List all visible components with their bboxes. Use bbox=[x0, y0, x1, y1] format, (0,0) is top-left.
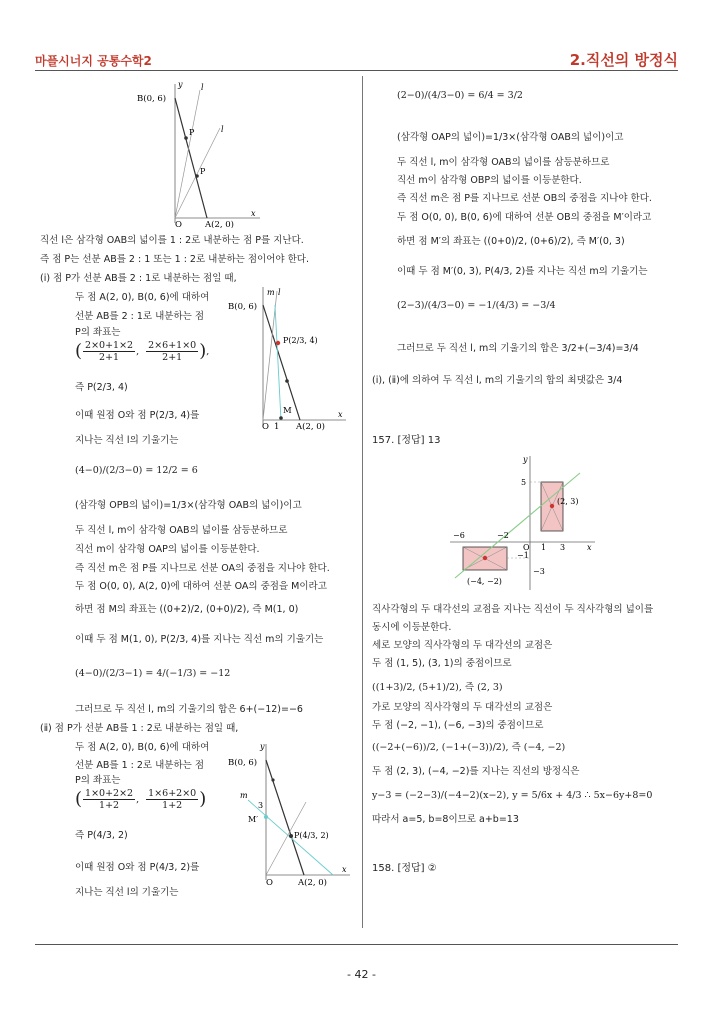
svg-text:y: y bbox=[260, 742, 265, 751]
case2-line-c: P의 좌표는 bbox=[75, 775, 121, 786]
right-line-6: 두 점 O(0, 0), B(0, 6)에 대하여 선분 OB의 중점을 M′이라고 bbox=[397, 212, 652, 223]
fig4-x-label: x bbox=[587, 543, 592, 552]
figure-case2 bbox=[228, 740, 353, 890]
right-line-4: 직선 m이 삼각형 OBP의 넓이를 이등분한다. bbox=[397, 175, 582, 186]
case1-line-b: 선분 AB를 2 : 1로 내분하는 점 bbox=[75, 311, 205, 322]
right-line-10: 그러므로 두 직선 l, m의 기울기의 합은 3/2+(−3/4)=3/4 bbox=[397, 343, 639, 354]
c2-frac2-den: 1+2 bbox=[162, 800, 183, 811]
sol157-line-8: ((−2+(−6))/2, (−1+(−3))/2), 즉 (−4, −2) bbox=[372, 742, 566, 753]
svg-text:M′: M′ bbox=[248, 815, 259, 824]
case2-line-f: 지나는 직선 l의 기울기는 bbox=[75, 887, 179, 898]
c1-frac2-den: 2+1 bbox=[162, 352, 183, 363]
fig1-p2-label: P bbox=[200, 167, 206, 176]
c2-frac2-num: 1×6+2×0 bbox=[148, 788, 197, 799]
column-divider bbox=[362, 76, 363, 928]
sol157-line-5: ((1+3)/2, (5+1)/2), 즉 (2, 3) bbox=[372, 682, 503, 693]
figure-case1 bbox=[228, 283, 348, 433]
fig1-b-label: B(0, 6) bbox=[137, 94, 167, 104]
case1-line-i: 두 직선 l, m이 삼각형 OAB의 넓이를 삼등분하므로 bbox=[75, 525, 288, 536]
case2-line-b: 선분 AB를 1 : 2로 내분하는 점 bbox=[75, 760, 205, 771]
fig3-a-label: A(2, 0) bbox=[298, 878, 327, 888]
case2-line-a: 두 점 A(2, 0), B(0, 6)에 대하여 bbox=[75, 742, 210, 753]
right-line-11: (ⅰ), (ⅱ)에 의하여 두 직선 l, m의 기울기의 합의 최댓값은 3/4 bbox=[372, 375, 623, 386]
right-slope-m: (2−3)/(4/3−0) = −1/(4/3) = −3/4 bbox=[397, 300, 556, 311]
fig4-five: 5 bbox=[521, 478, 527, 487]
fig4-one: 1 bbox=[541, 543, 547, 552]
fig2-l-label: l bbox=[278, 288, 281, 297]
right-slope-l: (2−0)/(4/3−0) = 6/4 = 3/2 bbox=[397, 90, 523, 101]
svg-text:M: M bbox=[283, 406, 292, 416]
case1-line-k: 즉 직선 m은 점 P를 지나므로 선분 OA의 중점을 지나야 한다. bbox=[75, 563, 330, 574]
sol157-line-6: 가로 모양의 직사각형의 두 대각선의 교점은 bbox=[372, 702, 553, 713]
header-rule bbox=[35, 70, 678, 71]
header-book-title: 마플시너지 공통수학2 bbox=[35, 54, 152, 68]
case2-title: (ⅱ) 점 P가 선분 AB를 1 : 2로 내분하는 점일 때, bbox=[40, 723, 239, 734]
fig4-m3: −3 bbox=[533, 567, 545, 576]
answer-157: 157. [정답] 13 bbox=[372, 435, 441, 446]
svg-text:1: 1 bbox=[274, 422, 280, 432]
fig3-o-label: O bbox=[266, 878, 273, 888]
header-chapter-title: 2.직선의 방정식 bbox=[569, 51, 678, 69]
left-intro-2: 즉 점 P는 선분 AB를 2 : 1 또는 1 : 2로 내분하는 점이어야 한다. bbox=[40, 254, 309, 265]
right-line-7: 하면 점 M′의 좌표는 ((0+0)/2, (0+6)/2), 즉 M′(0, 3) bbox=[397, 236, 625, 247]
fig4-three: 3 bbox=[560, 543, 566, 552]
case2-line-e: 이때 원점 O와 점 P(4/3, 2)를 bbox=[75, 862, 200, 873]
right-line-5: 즉 직선 m은 점 P를 지나므로 선분 OB의 중점을 지나야 한다. bbox=[397, 193, 652, 204]
svg-text:P(4/3, 2): P(4/3, 2) bbox=[294, 831, 329, 840]
case1-line-p: 그러므로 두 직선 l, m의 기울기의 합은 6+(−12)=−6 bbox=[75, 704, 303, 715]
footer-rule bbox=[35, 944, 678, 945]
sol157-line-2: 동시에 이등분한다. bbox=[372, 622, 452, 633]
fig3-x-label: x bbox=[342, 865, 347, 874]
fig1-y-label: y bbox=[178, 80, 183, 89]
fig4-y-label: y bbox=[523, 455, 528, 464]
fig1-o-label: O bbox=[175, 220, 182, 228]
answer-158: 158. [정답] ② bbox=[372, 863, 437, 874]
sol157-line-7: 두 점 (−2, −1), (−6, −3)의 중점이므로 bbox=[372, 720, 544, 731]
left-intro-1: 직선 l은 삼각형 OAB의 넓이를 1 : 2로 내분하는 점 P를 지난다. bbox=[40, 235, 304, 246]
fig1-x-label: x bbox=[251, 209, 256, 218]
case1-line-d: 즉 P(2/3, 4) bbox=[75, 382, 128, 393]
case1-line-h: (삼각형 OPB의 넓이)=1/3×(삼각형 OAB의 넓이)이고 bbox=[75, 500, 302, 511]
case1-line-e: 이때 원점 O와 점 P(2/3, 4)를 bbox=[75, 410, 200, 421]
sol157-line-9: 두 점 (2, 3), (−4, −2)를 지나는 직선의 방정식은 bbox=[372, 766, 580, 777]
fig4-m2: −2 bbox=[497, 531, 509, 540]
sol157-line-4: 두 점 (1, 5), (3, 1)의 중점이므로 bbox=[372, 658, 512, 669]
case1-line-n: 이때 두 점 M(1, 0), P(2/3, 4)를 지나는 직선 m의 기울기는 bbox=[75, 634, 324, 645]
svg-text:m: m bbox=[240, 791, 248, 800]
fig4-o: O bbox=[523, 543, 530, 552]
right-line-3: 두 직선 l, m이 삼각형 OAB의 넓이를 삼등분하므로 bbox=[397, 157, 610, 168]
sol157-line-11: 따라서 a=5, b=8이므로 a+b=13 bbox=[372, 814, 519, 825]
case1-line-m: 하면 점 M의 좌표는 ((0+2)/2, (0+0)/2), 즉 M(1, 0) bbox=[75, 604, 299, 615]
c1-frac1-den: 2+1 bbox=[99, 352, 120, 363]
fig2-x-label: x bbox=[338, 410, 343, 419]
fig2-b-label: B(0, 6) bbox=[228, 302, 258, 312]
sol157-line-3: 세로 모양의 직사각형의 두 대각선의 교점은 bbox=[372, 640, 553, 651]
figure-rectangles bbox=[445, 450, 605, 592]
sol157-line-10: y−3 = (−2−3)/(−4−2)(x−2), y = 5/6x + 4/3 ∴ 5x−6y+8=0 bbox=[372, 790, 653, 801]
svg-text:m: m bbox=[267, 288, 275, 297]
page-number: - 42 - bbox=[347, 968, 376, 981]
case1-slope-l: (4−0)/(2/3−0) = 12/2 = 6 bbox=[75, 465, 198, 476]
svg-text:3: 3 bbox=[258, 801, 264, 810]
figure-triangle-oab bbox=[135, 78, 270, 228]
fig1-a-label: A(2, 0) bbox=[205, 220, 234, 228]
right-line-2: (삼각형 OAP의 넓이)=1/3×(삼각형 OAB의 넓이)이고 bbox=[397, 132, 624, 143]
fig1-l1-label: l bbox=[201, 83, 204, 92]
case1-line-f: 지나는 직선 l의 기울기는 bbox=[75, 435, 179, 446]
fig1-l2-label: l bbox=[221, 125, 224, 134]
case1-slope-m: (4−0)/(2/3−1) = 4/(−1/3) = −12 bbox=[75, 668, 231, 679]
c1-frac2-num: 2×6+1×0 bbox=[148, 340, 197, 351]
sol157-line-1: 직사각형의 두 대각선의 교점을 지나는 직선이 두 직사각형의 넓이를 bbox=[372, 604, 654, 615]
c2-frac1-den: 1+2 bbox=[99, 800, 120, 811]
case2-line-d: 즉 P(4/3, 2) bbox=[75, 830, 128, 841]
fig4-m6: −6 bbox=[453, 531, 465, 540]
case2-p-coordinate: ( $\frac{1\times 0+2\times 2}{1+2}$ , $\frac{1\times 6+2\times 0}{1+2}$ ) bbox=[75, 788, 207, 811]
fig4-pt1: (2, 3) bbox=[557, 497, 579, 506]
case1-line-c: P의 좌표는 bbox=[75, 327, 121, 338]
svg-text:P(2/3, 4): P(2/3, 4) bbox=[283, 336, 318, 345]
fig2-o-label: O bbox=[262, 422, 269, 432]
c2-frac1-num: 1×0+2×2 bbox=[85, 788, 134, 799]
fig3-b-label: B(0, 6) bbox=[228, 758, 258, 768]
case1-line-a: 두 점 A(2, 0), B(0, 6)에 대하여 bbox=[75, 292, 210, 303]
fig2-a-label: A(2, 0) bbox=[296, 422, 325, 432]
fig4-pt2: (−4, −2) bbox=[467, 577, 502, 586]
case1-line-j: 직선 m이 삼각형 OAP의 넓이를 이등분한다. bbox=[75, 544, 260, 555]
case1-p-coordinate: ( $\frac{2\times 0+1\times 2}{2+1}$ , $\frac{2\times 6+1\times 0}{2+1}$ ), bbox=[75, 340, 210, 363]
case1-line-l: 두 점 O(0, 0), A(2, 0)에 대하여 선분 OA의 중점을 M이라고 bbox=[75, 581, 327, 592]
fig4-m1: −1 bbox=[517, 551, 529, 560]
fig1-p1-label: P bbox=[189, 128, 195, 137]
right-line-8: 이때 두 점 M′(0, 3), P(4/3, 2)를 지나는 직선 m의 기울기는 bbox=[397, 266, 648, 277]
c1-frac1-num: 2×0+1×2 bbox=[85, 340, 134, 351]
case1-title: (ⅰ) 점 P가 선분 AB를 2 : 1로 내분하는 점일 때, bbox=[40, 273, 237, 284]
